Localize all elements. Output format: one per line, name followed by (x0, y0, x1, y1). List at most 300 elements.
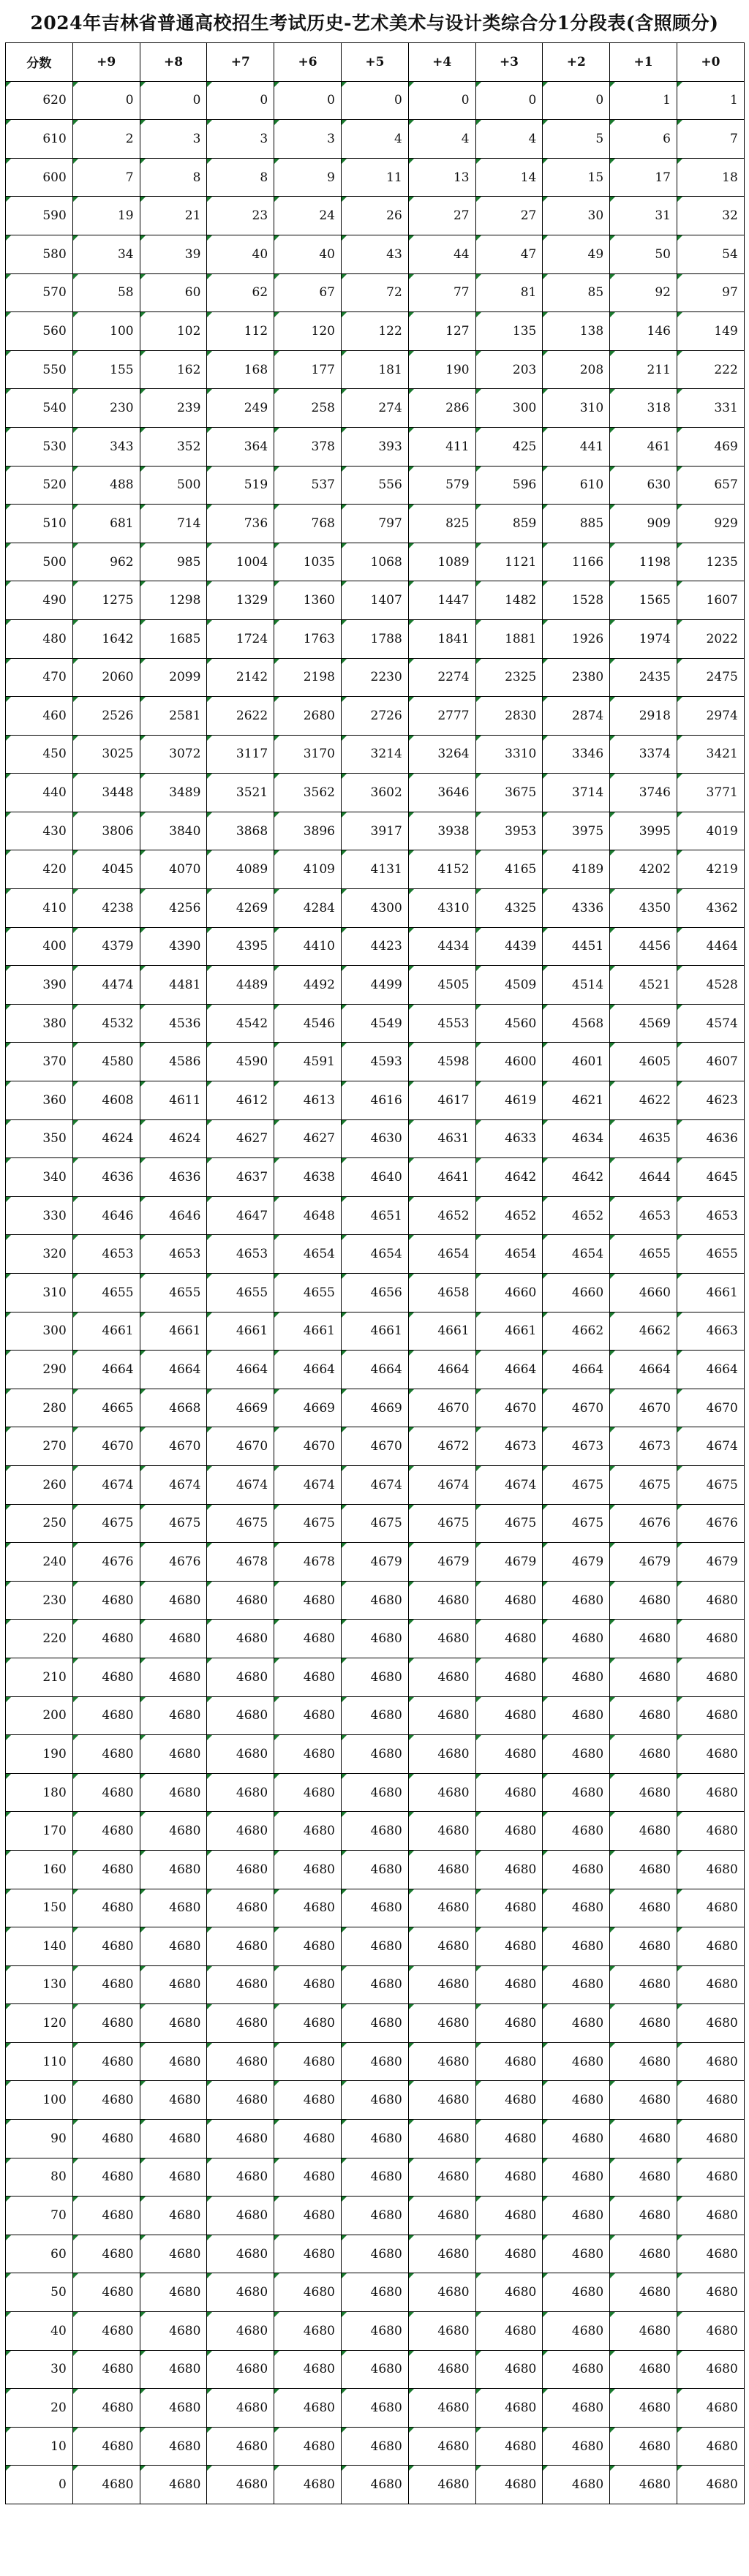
count-cell: 4663 (677, 1312, 744, 1351)
count-cell: 4601 (543, 1043, 610, 1081)
count-cell: 4675 (475, 1504, 543, 1543)
count-cell: 149 (677, 312, 744, 351)
count-cell: 4598 (408, 1043, 475, 1081)
column-header-offset: +0 (677, 43, 744, 82)
count-cell: 0 (475, 81, 543, 120)
count-cell: 4680 (475, 2273, 543, 2312)
count-cell: 556 (341, 466, 408, 505)
score-cell: 90 (6, 2120, 73, 2158)
count-cell: 4655 (274, 1274, 342, 1312)
count-cell: 4680 (543, 1696, 610, 1735)
count-cell: 4664 (341, 1351, 408, 1389)
count-cell: 1360 (274, 581, 342, 620)
count-cell: 469 (677, 427, 744, 466)
score-cell: 600 (6, 158, 73, 197)
count-cell: 4668 (140, 1389, 207, 1427)
score-cell: 290 (6, 1351, 73, 1389)
count-cell: 4680 (341, 2081, 408, 2120)
count-cell: 4645 (677, 1158, 744, 1197)
table-row (6, 158, 745, 197)
count-cell: 4627 (274, 1119, 342, 1158)
count-cell: 3840 (140, 812, 207, 850)
count-cell: 190 (408, 350, 475, 389)
count-cell: 4590 (207, 1043, 274, 1081)
count-cell: 1642 (72, 619, 140, 658)
count-cell: 4676 (72, 1543, 140, 1582)
count-cell: 4680 (341, 1581, 408, 1620)
count-cell: 4680 (543, 2004, 610, 2043)
count-cell: 4680 (207, 1773, 274, 1812)
count-cell: 4679 (610, 1543, 677, 1582)
table-row (6, 2042, 745, 2081)
count-cell: 203 (475, 350, 543, 389)
count-cell: 4680 (207, 1581, 274, 1620)
score-cell: 540 (6, 389, 73, 428)
count-cell: 4680 (207, 2273, 274, 2312)
count-cell: 4586 (140, 1043, 207, 1081)
count-cell: 27 (408, 197, 475, 235)
table-row (6, 1081, 745, 1120)
count-cell: 4593 (341, 1043, 408, 1081)
count-cell: 4379 (72, 927, 140, 966)
count-cell: 300 (475, 389, 543, 428)
count-cell: 4660 (543, 1274, 610, 1312)
count-cell: 4680 (677, 1850, 744, 1889)
count-cell: 4680 (140, 1850, 207, 1889)
count-cell: 4680 (408, 1696, 475, 1735)
count-cell: 4680 (408, 1581, 475, 1620)
count-cell: 1275 (72, 581, 140, 620)
count-cell: 4680 (72, 1965, 140, 2004)
count-cell: 4680 (274, 1965, 342, 2004)
count-cell: 4680 (341, 1927, 408, 1966)
count-cell: 4580 (72, 1043, 140, 1081)
count-cell: 4532 (72, 1004, 140, 1043)
count-cell: 4680 (610, 2042, 677, 2081)
count-cell: 4680 (274, 2350, 342, 2389)
count-cell: 4652 (543, 1196, 610, 1235)
count-cell: 4680 (341, 2350, 408, 2389)
count-cell: 4680 (543, 2235, 610, 2273)
count-cell: 1198 (610, 543, 677, 581)
count-cell: 4680 (274, 1620, 342, 1658)
count-cell: 4680 (72, 2350, 140, 2389)
count-cell: 4680 (72, 1658, 140, 1696)
count-cell: 4621 (543, 1081, 610, 1120)
score-cell: 50 (6, 2273, 73, 2312)
count-cell: 519 (207, 466, 274, 505)
count-cell: 4336 (543, 889, 610, 928)
count-cell: 331 (677, 389, 744, 428)
count-cell: 4045 (72, 850, 140, 889)
column-header-offset: +5 (341, 43, 408, 82)
score-cell: 10 (6, 2427, 73, 2466)
count-cell: 162 (140, 350, 207, 389)
count-cell: 343 (72, 427, 140, 466)
count-cell: 77 (408, 273, 475, 312)
count-cell: 4651 (341, 1196, 408, 1235)
count-cell: 8 (140, 158, 207, 197)
score-cell: 200 (6, 1696, 73, 1735)
count-cell: 4680 (274, 2389, 342, 2428)
count-cell: 4662 (610, 1312, 677, 1351)
count-cell: 4680 (543, 2312, 610, 2351)
table-row (6, 1735, 745, 1774)
count-cell: 3746 (610, 774, 677, 812)
count-cell: 4647 (207, 1196, 274, 1235)
count-cell: 4675 (274, 1504, 342, 1543)
count-cell: 4680 (543, 2197, 610, 2235)
count-cell: 4680 (677, 2004, 744, 2043)
count-cell: 4655 (140, 1274, 207, 1312)
count-cell: 4680 (341, 2273, 408, 2312)
count-cell: 4680 (610, 2389, 677, 2428)
count-cell: 4676 (677, 1504, 744, 1543)
count-cell: 43 (341, 235, 408, 273)
count-cell: 2874 (543, 697, 610, 736)
count-cell: 4680 (72, 2004, 140, 2043)
count-cell: 4680 (677, 2081, 744, 2120)
count-cell: 4680 (207, 2081, 274, 2120)
score-cell: 250 (6, 1504, 73, 1543)
count-cell: 4109 (274, 850, 342, 889)
score-cell: 190 (6, 1735, 73, 1774)
count-cell: 4680 (677, 1658, 744, 1696)
count-cell: 4661 (140, 1312, 207, 1351)
count-cell: 4680 (610, 2350, 677, 2389)
table-row (6, 1465, 745, 1504)
count-cell: 4680 (677, 2235, 744, 2273)
count-cell: 4528 (677, 966, 744, 1005)
count-cell: 72 (341, 273, 408, 312)
count-cell: 4680 (140, 1658, 207, 1696)
count-cell: 681 (72, 505, 140, 543)
count-cell: 4675 (543, 1465, 610, 1504)
count-cell: 4664 (677, 1351, 744, 1389)
count-cell: 1447 (408, 581, 475, 620)
count-cell: 4646 (140, 1196, 207, 1235)
count-cell: 4622 (610, 1081, 677, 1120)
count-cell: 4680 (72, 2197, 140, 2235)
table-row (6, 1773, 745, 1812)
score-cell: 320 (6, 1235, 73, 1274)
score-cell: 380 (6, 1004, 73, 1043)
score-cell: 580 (6, 235, 73, 273)
count-cell: 3675 (475, 774, 543, 812)
count-cell: 4553 (408, 1004, 475, 1043)
count-cell: 3714 (543, 774, 610, 812)
count-cell: 4660 (610, 1274, 677, 1312)
count-cell: 286 (408, 389, 475, 428)
count-cell: 4653 (677, 1196, 744, 1235)
count-cell: 4680 (475, 2120, 543, 2158)
count-cell: 3953 (475, 812, 543, 850)
count-cell: 4680 (408, 2197, 475, 2235)
count-cell: 4680 (408, 1850, 475, 1889)
count-cell: 4680 (72, 2312, 140, 2351)
count-cell: 2526 (72, 697, 140, 736)
count-cell: 1685 (140, 619, 207, 658)
count-cell: 4669 (341, 1389, 408, 1427)
count-cell: 4680 (677, 1696, 744, 1735)
score-cell: 470 (6, 658, 73, 697)
count-cell: 92 (610, 273, 677, 312)
count-cell: 4680 (408, 2081, 475, 2120)
count-cell: 4680 (475, 2466, 543, 2504)
count-cell: 4680 (475, 1889, 543, 1927)
count-cell: 4680 (341, 1812, 408, 1851)
count-cell: 4680 (207, 1696, 274, 1735)
count-cell: 4661 (274, 1312, 342, 1351)
count-cell: 3 (207, 120, 274, 159)
count-cell: 4680 (140, 2389, 207, 2428)
table-row (6, 1427, 745, 1466)
table-row (6, 505, 745, 543)
score-cell: 410 (6, 889, 73, 928)
count-cell: 1841 (408, 619, 475, 658)
count-cell: 4680 (207, 1889, 274, 1927)
count-cell: 2099 (140, 658, 207, 697)
count-cell: 4395 (207, 927, 274, 966)
count-cell: 4676 (140, 1543, 207, 1582)
count-cell: 4680 (341, 2120, 408, 2158)
table-row (6, 1119, 745, 1158)
count-cell: 4664 (207, 1351, 274, 1389)
count-cell: 4089 (207, 850, 274, 889)
count-cell: 4680 (341, 2197, 408, 2235)
count-cell: 4680 (341, 2312, 408, 2351)
count-cell: 4680 (274, 1927, 342, 1966)
score-cell: 110 (6, 2042, 73, 2081)
count-cell: 4613 (274, 1081, 342, 1120)
count-cell: 4680 (72, 2042, 140, 2081)
count-cell: 4680 (677, 2466, 744, 2504)
count-cell: 4439 (475, 927, 543, 966)
score-cell: 130 (6, 1965, 73, 2004)
count-cell: 4624 (140, 1119, 207, 1158)
count-cell: 4680 (274, 2004, 342, 2043)
count-cell: 4680 (408, 2312, 475, 2351)
column-header-offset: +4 (408, 43, 475, 82)
count-cell: 4680 (341, 2158, 408, 2197)
count-cell: 0 (408, 81, 475, 120)
count-cell: 14 (475, 158, 543, 197)
score-cell: 210 (6, 1658, 73, 1696)
count-cell: 2830 (475, 697, 543, 736)
count-cell: 4680 (72, 1620, 140, 1658)
count-cell: 4680 (140, 2197, 207, 2235)
count-cell: 4680 (408, 1620, 475, 1658)
count-cell: 2435 (610, 658, 677, 697)
score-cell: 140 (6, 1927, 73, 1966)
count-cell: 4680 (408, 1889, 475, 1927)
table-row (6, 466, 745, 505)
count-cell: 1035 (274, 543, 342, 581)
count-cell: 34 (72, 235, 140, 273)
count-cell: 168 (207, 350, 274, 389)
table-row (6, 1004, 745, 1043)
count-cell: 1298 (140, 581, 207, 620)
score-cell: 440 (6, 774, 73, 812)
count-cell: 4189 (543, 850, 610, 889)
count-cell: 4680 (610, 1965, 677, 2004)
count-cell: 4612 (207, 1081, 274, 1120)
column-header-offset: +8 (140, 43, 207, 82)
count-cell: 500 (140, 466, 207, 505)
count-cell: 239 (140, 389, 207, 428)
count-cell: 0 (543, 81, 610, 120)
table-header-row (6, 43, 745, 82)
count-cell: 4673 (543, 1427, 610, 1466)
table-row (6, 697, 745, 736)
count-cell: 4680 (543, 1658, 610, 1696)
count-cell: 4674 (677, 1427, 744, 1466)
count-cell: 3917 (341, 812, 408, 850)
count-cell: 4680 (543, 2081, 610, 2120)
count-cell: 4680 (207, 1620, 274, 1658)
count-cell: 4680 (677, 1620, 744, 1658)
count-cell: 4616 (341, 1081, 408, 1120)
count-cell: 4670 (677, 1389, 744, 1427)
count-cell: 4680 (408, 2158, 475, 2197)
count-cell: 1607 (677, 581, 744, 620)
count-cell: 4633 (475, 1119, 543, 1158)
count-cell: 610 (543, 466, 610, 505)
count-cell: 4640 (341, 1158, 408, 1197)
count-cell: 100 (72, 312, 140, 351)
count-cell: 4617 (408, 1081, 475, 1120)
table-row (6, 619, 745, 658)
count-cell: 4674 (207, 1465, 274, 1504)
count-cell: 146 (610, 312, 677, 351)
count-cell: 97 (677, 273, 744, 312)
count-cell: 138 (543, 312, 610, 351)
count-cell: 4680 (207, 2350, 274, 2389)
count-cell: 4680 (72, 2120, 140, 2158)
count-cell: 230 (72, 389, 140, 428)
count-cell: 4680 (543, 2158, 610, 2197)
count-cell: 4611 (140, 1081, 207, 1120)
score-cell: 70 (6, 2197, 73, 2235)
count-cell: 4680 (610, 2081, 677, 2120)
count-cell: 102 (140, 312, 207, 351)
count-cell: 4680 (677, 1812, 744, 1851)
count-cell: 4680 (610, 1773, 677, 1812)
count-cell: 4675 (72, 1504, 140, 1543)
count-cell: 31 (610, 197, 677, 235)
table-row (6, 1658, 745, 1696)
count-cell: 4680 (543, 2466, 610, 2504)
count-cell: 2142 (207, 658, 274, 697)
count-cell: 4680 (140, 1581, 207, 1620)
count-cell: 2680 (274, 697, 342, 736)
score-cell: 220 (6, 1620, 73, 1658)
count-cell: 3310 (475, 735, 543, 774)
count-cell: 4019 (677, 812, 744, 850)
count-cell: 4680 (140, 1927, 207, 1966)
count-cell: 4664 (543, 1351, 610, 1389)
count-cell: 4680 (610, 2427, 677, 2466)
count-cell: 4680 (341, 2466, 408, 2504)
count-cell: 2060 (72, 658, 140, 697)
count-cell: 4680 (72, 1773, 140, 1812)
count-cell: 2230 (341, 658, 408, 697)
count-cell: 4680 (408, 2389, 475, 2428)
count-cell: 4505 (408, 966, 475, 1005)
count-cell: 4680 (677, 2120, 744, 2158)
count-cell: 4652 (475, 1196, 543, 1235)
count-cell: 32 (677, 197, 744, 235)
count-cell: 4679 (543, 1543, 610, 1582)
table-row (6, 1504, 745, 1543)
count-cell: 4670 (543, 1389, 610, 1427)
count-cell: 40 (207, 235, 274, 273)
count-cell: 4680 (543, 1965, 610, 2004)
count-cell: 4574 (677, 1004, 744, 1043)
table-row (6, 735, 745, 774)
count-cell: 4654 (341, 1235, 408, 1274)
count-cell: 4680 (207, 1812, 274, 1851)
count-cell: 1565 (610, 581, 677, 620)
count-cell: 4680 (610, 1812, 677, 1851)
count-cell: 4680 (408, 2466, 475, 2504)
count-cell: 3602 (341, 774, 408, 812)
count-cell: 4678 (207, 1543, 274, 1582)
count-cell: 4680 (677, 1965, 744, 2004)
table-row (6, 2466, 745, 2504)
score-cell: 350 (6, 1119, 73, 1158)
count-cell: 2274 (408, 658, 475, 697)
count-cell: 364 (207, 427, 274, 466)
count-cell: 4608 (72, 1081, 140, 1120)
count-cell: 2380 (543, 658, 610, 697)
count-cell: 4653 (610, 1196, 677, 1235)
count-cell: 4680 (140, 2427, 207, 2466)
count-cell: 2974 (677, 697, 744, 736)
count-cell: 4680 (341, 1889, 408, 1927)
count-cell: 4680 (274, 2273, 342, 2312)
count-cell: 4680 (475, 2197, 543, 2235)
column-header-offset: +3 (475, 43, 543, 82)
count-cell: 4680 (140, 1696, 207, 1735)
count-cell: 3346 (543, 735, 610, 774)
count-cell: 4680 (207, 2158, 274, 2197)
column-header-score: 分数 (6, 43, 73, 82)
count-cell: 1 (677, 81, 744, 120)
count-cell: 4070 (140, 850, 207, 889)
count-cell: 4680 (207, 1927, 274, 1966)
count-cell: 4636 (140, 1158, 207, 1197)
count-cell: 7 (677, 120, 744, 159)
table-row (6, 1850, 745, 1889)
count-cell: 11 (341, 158, 408, 197)
count-cell: 2475 (677, 658, 744, 697)
count-cell: 249 (207, 389, 274, 428)
count-cell: 4661 (341, 1312, 408, 1351)
table-row (6, 1351, 745, 1389)
count-cell: 2622 (207, 697, 274, 736)
count-cell: 44 (408, 235, 475, 273)
count-cell: 4680 (475, 2004, 543, 2043)
count-cell: 4680 (408, 2350, 475, 2389)
count-cell: 4423 (341, 927, 408, 966)
table-row (6, 350, 745, 389)
count-cell: 4680 (72, 1696, 140, 1735)
count-cell: 4362 (677, 889, 744, 928)
count-cell: 4680 (274, 2197, 342, 2235)
score-cell: 180 (6, 1773, 73, 1812)
score-cell: 80 (6, 2158, 73, 2197)
